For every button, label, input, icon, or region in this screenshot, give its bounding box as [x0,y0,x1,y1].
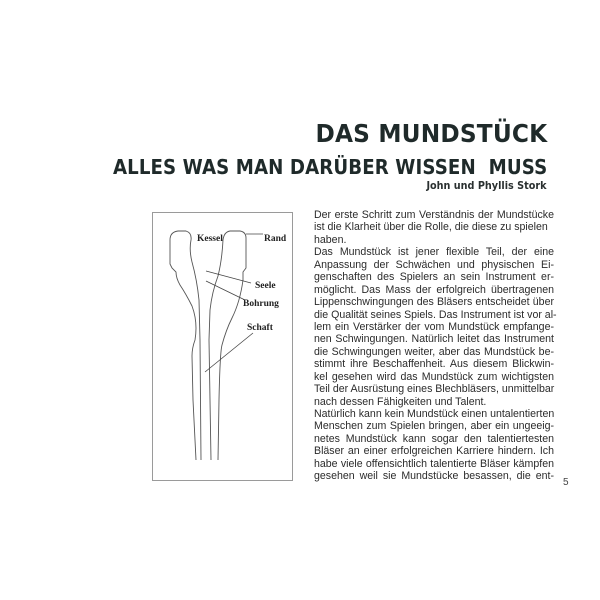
body-line: gesehen weil sie Mundstücke besassen, die ent- [314,470,554,483]
label-seele: Seele [255,281,276,291]
page-number: 5 [563,477,569,488]
page-subtitle: ALLES WAS MAN DARÜBER WISSEN MUSS [112,155,547,179]
body-line: habe viele offensichtlich talentierte Bläser kämpfen [314,457,554,470]
body-line: Das Mundstück ist jener flexible Teil, der eine [314,246,554,259]
body-line: stimmt ihre Beschaffenheit. Aus diesem Blickwin- [314,358,554,371]
body-line: Menschen zum Spielen bringen, aber ein ungeeig- [314,420,554,433]
body-line: Teil der Ausrüstung eines Blechbläsers, unmittelbar [314,383,555,396]
page-title: DAS MUNDSTÜCK [315,119,547,148]
body-line: kel gesehen wird das Mundstück zum wichtigsten [314,370,554,383]
body-line: genschaften des Spielers an sein Instrument er- [314,271,554,284]
label-kessel: Kessel [197,234,223,244]
body-line: möglicht. Das Mass der erfolgreich übertragenen [314,283,554,296]
body-line: Anpassung der Schwächen und physischen Ei- [314,258,554,271]
label-rand: Rand [264,234,287,244]
body-line: haben. [314,233,347,246]
body-line: nen Schwingungen. Natürlich leitet das Instrument [314,333,554,346]
author-byline: John und Phyllis Stork [426,180,547,192]
body-line: Bläser an einer erfolgreichen Karriere hindern. Ich [314,445,554,458]
body-line: die Qualität seines Spiels. Das Instrument ist vor al- [314,308,557,321]
body-line: netes Mundstück kann sogar den talentiertesten [314,432,554,445]
body-text [314,209,557,483]
body-line: Lippenschwingungen des Bläsers entscheidet über [314,296,554,309]
body-line: nach dessen Fähigkeiten und Talent. [314,395,487,408]
label-bohrung: Bohrung [243,299,279,309]
body-line: Der erste Schritt zum Verständnis der Mundstücke [314,209,554,221]
body-line: ist die Klarheit über die Rolle, die diese zu spielen [314,221,548,234]
body-line: die Schwingungen weiter, aber das Mundstück be- [314,345,554,358]
body-line: Natürlich kann kein Mundstück einen untalentierten [314,408,555,420]
label-schaft: Schaft [247,323,273,333]
schaft-leader-line [205,333,253,372]
seele-leader-line [206,271,251,283]
body-line: lem ein Verstärker der vom Mundstück empfange- [314,320,554,333]
mouthpiece-diagram [152,212,293,481]
mouthpiece-cross-section-drawing [152,212,293,481]
